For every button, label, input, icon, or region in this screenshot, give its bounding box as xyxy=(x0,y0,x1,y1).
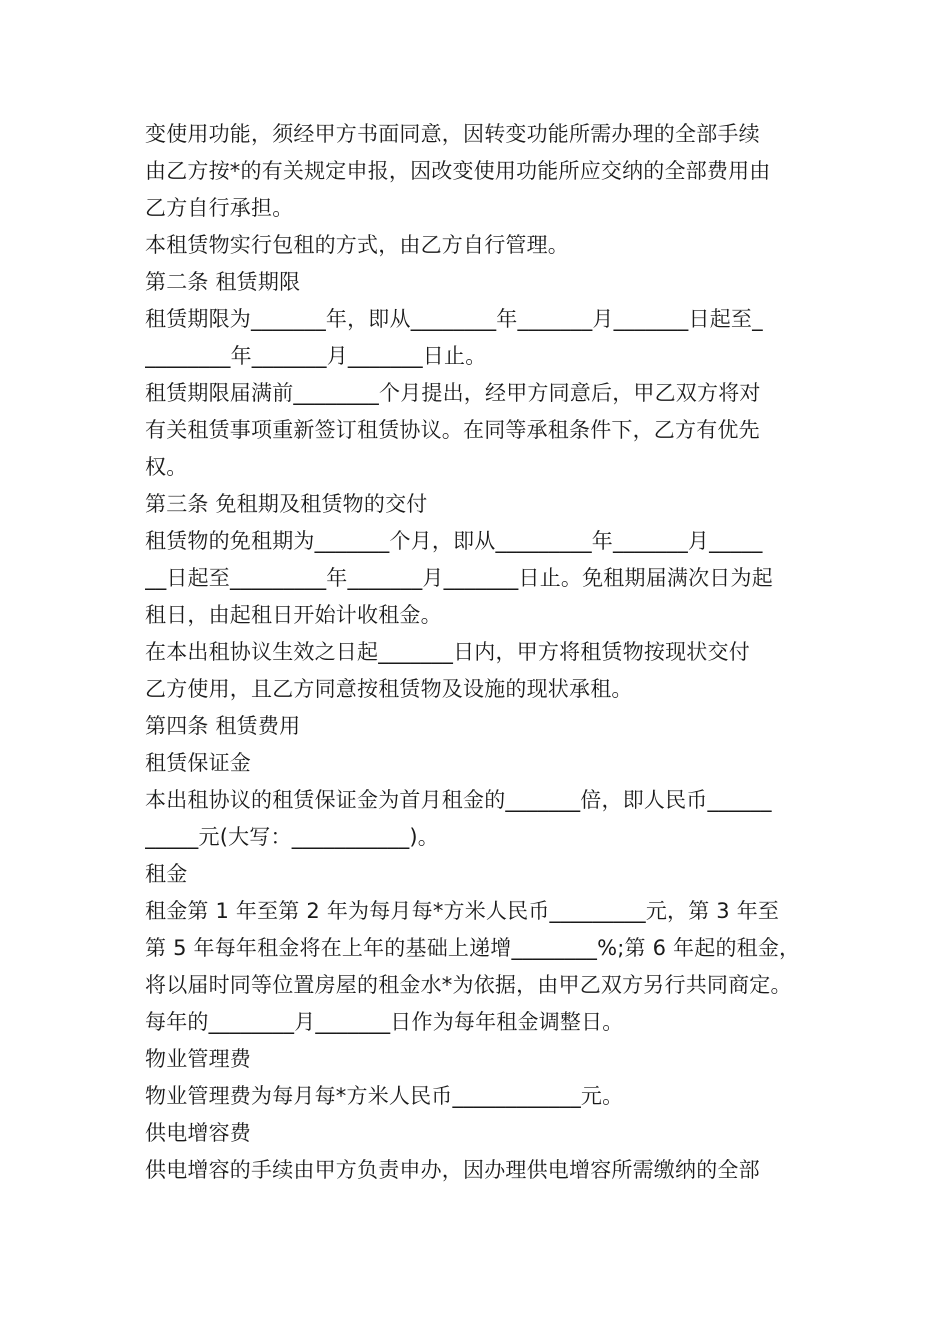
section-heading: 第四条 租赁费用 xyxy=(145,714,301,738)
sub-heading: 物业管理费 xyxy=(145,1047,251,1071)
text-line: 租赁物的免租期为_______个月，即从_________年_______月_____ xyxy=(145,529,763,553)
text-line: 物业管理费为每月每*方米人民币____________元。 xyxy=(145,1084,624,1108)
text-line: 乙方使用，且乙方同意按租赁物及设施的现状承租。 xyxy=(145,677,633,701)
text-line: 由乙方按*的有关规定申报，因改变使用功能所应交纳的全部费用由 xyxy=(145,159,771,183)
text-line: 将以届时同等位置房屋的租金水*为依据，由甲乙双方另行共同商定。 xyxy=(145,973,792,997)
text-line: 供电增容的手续由甲方负责申办，因办理供电增容所需缴纳的全部 xyxy=(145,1158,760,1182)
text-line: _____元(大写：___________)。 xyxy=(145,825,439,849)
text-line: 权。 xyxy=(145,455,188,479)
section-heading: 第三条 免租期及租赁物的交付 xyxy=(145,492,428,516)
text-line: 变使用功能，须经甲方书面同意，因转变功能所需办理的全部手续 xyxy=(145,122,760,146)
text-line: 租赁期限届满前________个月提出，经甲方同意后，甲乙双方将对 xyxy=(145,381,761,405)
text-line: 本租赁物实行包租的方式，由乙方自行管理。 xyxy=(145,233,569,257)
sub-heading: 租金 xyxy=(145,862,188,886)
text-line: __日起至_________年_______月_______日止。免租期届满次日为起 xyxy=(145,566,773,590)
text-line: 租金第 1 年至第 2 年为每月每*方米人民币_________元，第 3 年至 xyxy=(145,899,780,923)
text-line: 在本出租协议生效之日起_______日内，甲方将租赁物按现状交付 xyxy=(145,640,750,664)
text-line: 租赁期限为_______年，即从________年_______月_______日起至_ xyxy=(145,307,763,331)
document-body xyxy=(145,116,825,1189)
text-line: 有关租赁事项重新签订租赁协议。在同等承租条件下，乙方有优先 xyxy=(145,418,760,442)
text-line: 第 5 年每年租金将在上年的基础上递增________%;第 6 年起的租金， xyxy=(145,936,801,960)
text-line: 本出租协议的租赁保证金为首月租金的_______倍，即人民币______ xyxy=(145,788,772,812)
section-heading: 第二条 租赁期限 xyxy=(145,270,301,294)
text-line: 租日，由起租日开始计收租金。 xyxy=(145,603,442,627)
sub-heading: 供电增容费 xyxy=(145,1121,251,1145)
sub-heading: 租赁保证金 xyxy=(145,751,251,775)
text-line: ________年_______月_______日止。 xyxy=(145,344,487,368)
text-line: 乙方自行承担。 xyxy=(145,196,294,220)
text-line: 每年的________月_______日作为每年租金调整日。 xyxy=(145,1010,624,1034)
